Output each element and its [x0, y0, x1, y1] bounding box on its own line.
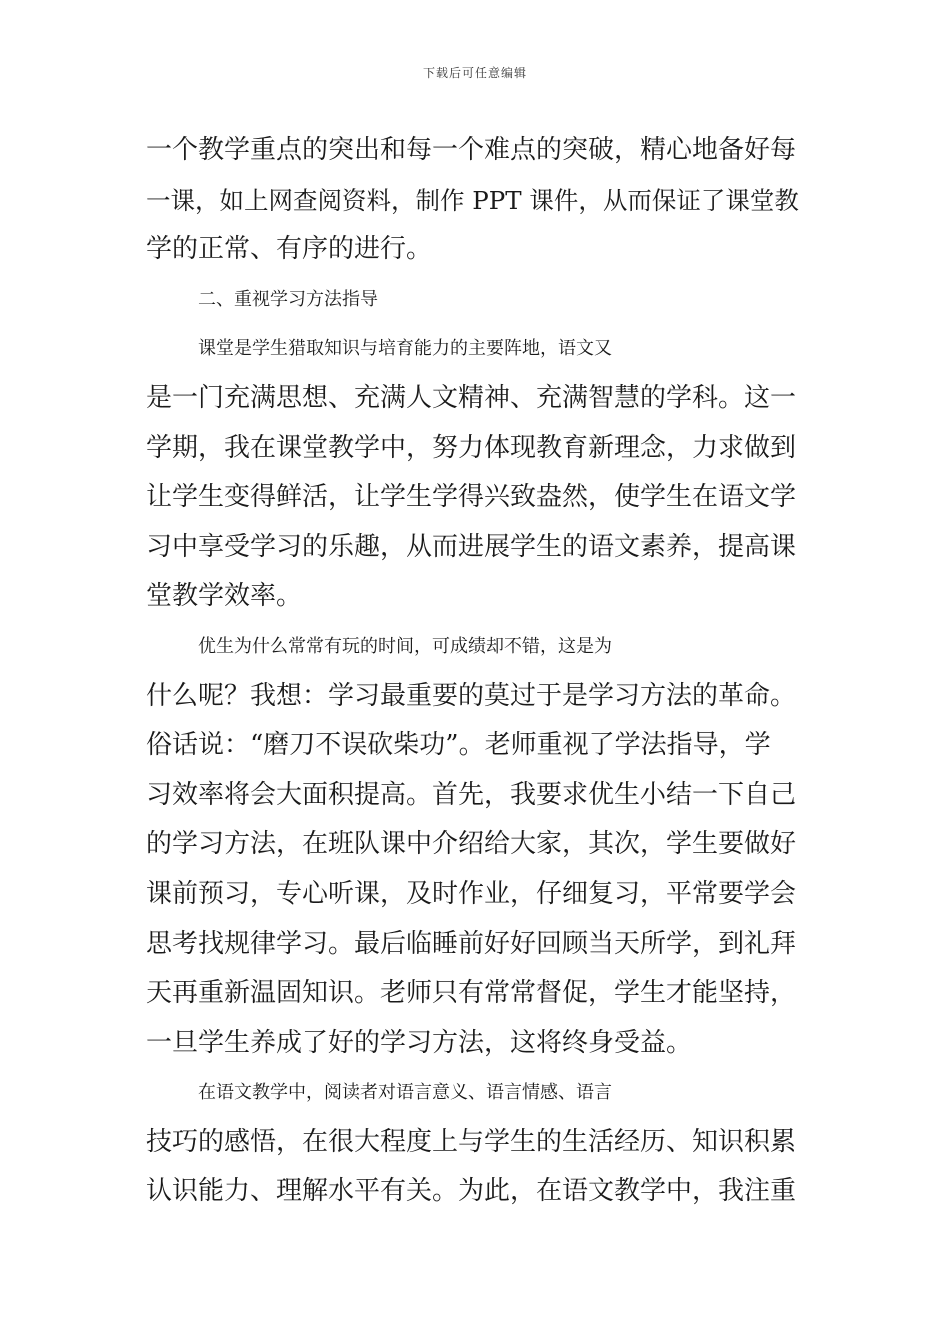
text-line: 习中享受学习的乐趣，从而进展学生的语文素养，提高课	[146, 531, 797, 562]
text-line: 二、重视学习方法指导	[198, 288, 378, 310]
text-line: 的学习方法，在班队课中介绍给大家，其次，学生要做好	[146, 829, 797, 860]
text-line: 一个教学重点的突出和每一个难点的突破，精心地备好每	[146, 135, 797, 165]
text-line: 天再重新温固知识。老师只有常常督促，学生才能坚持，	[146, 978, 797, 1009]
text-line: 什么呢？我想：学习最重要的莫过于是学习方法的革命。	[146, 680, 797, 711]
text-line: 技巧的感悟，在很大程度上与学生的生活经历、知识积累	[146, 1126, 797, 1157]
text-line: 堂教学效率。	[146, 581, 303, 612]
text-line: 俗话说：“磨刀不误砍柴功”。老师重视了学法指导，学	[146, 730, 771, 761]
text-line: 一课，如上网查阅资料，制作 PPT 课件，从而保证了课堂教	[146, 185, 799, 215]
text-line: 认识能力、理解水平有关。为此，在语文教学中，我注重	[146, 1176, 797, 1207]
text-line: 一旦学生养成了好的学习方法，这将终身受益。	[146, 1027, 693, 1058]
text-line: 课堂是学生猎取知识与培育能力的主要阵地，语文又	[198, 338, 612, 360]
text-line: 学期，我在课堂教学中，努力体现教育新理念，力求做到	[146, 432, 797, 463]
text-line: 课前预习，专心听课，及时作业，仔细复习，平常要学会	[146, 878, 797, 909]
text-line: 思考找规律学习。最后临睡前好好回顾当天所学，到礼拜	[146, 928, 797, 959]
text-line: 在语文教学中，阅读者对语言意义、语言情感、语言	[198, 1082, 612, 1104]
document-body	[146, 126, 810, 1217]
text-line: 优生为什么常常有玩的时间，可成绩却不错，这是为	[198, 635, 612, 657]
page-header: 下载后可任意编辑	[422, 66, 527, 80]
text-line: 习效率将会大面积提高。首先，我要求优生小结一下自己	[146, 779, 797, 810]
text-line: 让学生变得鲜活，让学生学得兴致盎然，使学生在语文学	[146, 482, 797, 513]
text-line: 学的正常、有序的进行。	[146, 234, 433, 265]
text-line: 是一门充满思想、充满人文精神、充满智慧的学科。这一	[146, 382, 797, 413]
